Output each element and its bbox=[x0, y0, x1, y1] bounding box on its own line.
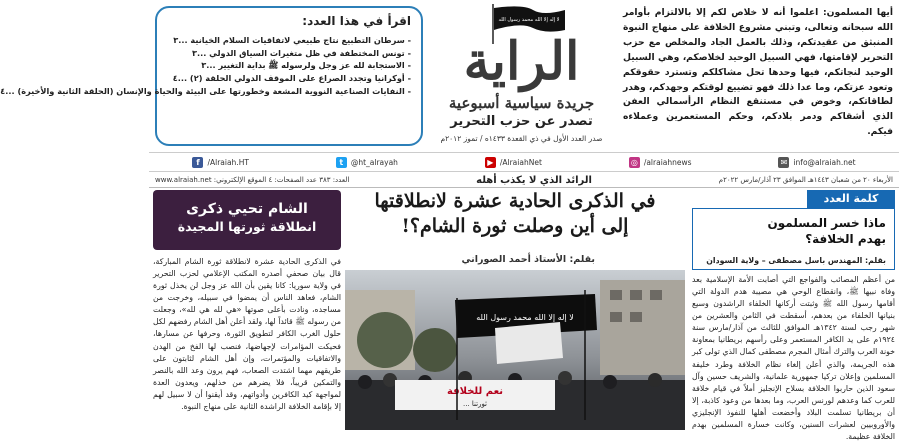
contents-list bbox=[0, 34, 411, 98]
facebook-icon: f bbox=[192, 157, 203, 168]
editorial-author: بقلم: المهندس باسل مصطفى – ولاية السودان bbox=[706, 256, 886, 265]
social-label: /alraiahnews bbox=[643, 157, 692, 167]
masthead-publisher: تصدر عن حزب التحرير bbox=[450, 114, 593, 129]
article-byline: بقلم: الأستاذ أحمد الصوراني bbox=[461, 254, 595, 265]
editorial-title-line2: بهدم الخلافة؟ bbox=[805, 232, 886, 247]
editorial-title-line1: ماذا خسر المسلمون bbox=[767, 216, 886, 230]
photo-sign-text2: ثورتنا ... bbox=[462, 400, 488, 408]
newspaper-masthead[interactable] bbox=[429, 2, 614, 148]
editorial-title-box[interactable] bbox=[692, 208, 895, 270]
protest-photo[interactable] bbox=[345, 270, 685, 430]
masthead-band bbox=[0, 0, 899, 150]
social-label: info@alraiah.net bbox=[793, 157, 856, 167]
intro-paragraph: أيها المسلمون: اعلموا أنه لا خلاص لكم إلا بالالتزام بأوامر الله سبحانه وتعالى، وتبني مشروع الخلافة على منهاج النبوة المنبثق من عقيدتكم، وذلك بالعمل الجاد والمخلص مع حزب التحرير لإقامتها، فهي السبيل الوحيد لخلاصكم، وهي السبيل الوحيد لنجاتكم، فيها وحدها تحل مشاكلكم وتسترد حقوقكم وتعود عزتكم، وما عدا ذلك فهو تضييع لوقتكم وجهدكم، وهدر لطاقاتكم، وخوض في مستنقع النظام الرأسمالي العفن الذي أشقاكم ودمر بلادكم، وحكم المستعمرين وعملاءه فيكم. bbox=[623, 7, 893, 138]
contents-item[interactable]: - الاستجابة لله عز وجل ولرسوله ﷺ بداية التغيير ...٣ bbox=[201, 60, 411, 71]
email-icon: ✉ bbox=[778, 157, 789, 168]
newspaper-motto: الرائد الذي لا يكذب أهله bbox=[476, 174, 592, 186]
editorial-tab: كلمة العدد bbox=[807, 190, 895, 208]
social-facebook[interactable] bbox=[192, 157, 248, 168]
contents-item[interactable]: - تونس المختطفة في ظل متغيرات السياق الدولي ...٣ bbox=[191, 47, 411, 58]
contents-title: اقرأ في هذا العدد: bbox=[302, 14, 411, 28]
flag-text: لا إله إلا الله محمد رسول الله bbox=[498, 17, 560, 23]
social-label: @ht_alrayah bbox=[350, 157, 398, 167]
headline-line2: إلى أين وصلت ثورة الشام؟! bbox=[401, 214, 629, 237]
side-story bbox=[153, 190, 341, 430]
masthead-edition: صدر العدد الأول في ذي القعدة ١٤٣٣ه / تموز ٢٠١٢م bbox=[440, 134, 603, 143]
headline-line1: في الذكرى الحادية عشرة لانطلاقتها bbox=[374, 190, 656, 212]
social-label: /AlraiahNet bbox=[499, 157, 542, 167]
contents-item[interactable]: - سرطان التطبيع نتاج طبيعي لاتفاقيات السلام الخيانية ...٣ bbox=[173, 35, 411, 45]
social-label: /Alraiah.HT bbox=[207, 157, 249, 167]
editorial-column bbox=[692, 190, 895, 442]
photo-banner-text: لا إله إلا الله محمد رسول الله bbox=[476, 313, 574, 322]
twitter-icon: t bbox=[336, 157, 347, 168]
issue-info-bar bbox=[149, 173, 899, 188]
side-story-body: في الذكرى الحادية عشرة لانطلاقة ثورة الشام المباركة، قال بيان صحفي أصدره المكتب الإعلامي لحزب التحرير في ولاية سوريا: كانا يقين بأن الله عز وجل لن يخذل ثورة الشام، فعاهد الناس أن يمضوا في سبيله، وخرجت من مساجده، ونادت بأعلى صوتها «هي لله هي لله»، وجعلت من رسوله ﷺ قائداً لها، ولقد أعلن أهل الشام رفضهم لكل حلول الغرب الكافر لتطويق الثورة، وحرفها عن مسارها، فحيكت المؤامرات لإجهاضها، فنصب لها الفخ من الهدن والاتفاقيات والمؤتمرات، وإن أهل الشام لثابتون على طريقهم مهما اشتدت الصعاب، فهم يرون وعد الله بالنصر والتمكين قريباً، فلا يضرهم من خذلهم، ويعدون العدة لمواجهة كيد الكافرين وأدواتهم، وقد أيقنوا أن لا سبيل لهم إلا بإقامة الخلافة الراشدة الثانية على منهاج النبوة. bbox=[153, 257, 341, 411]
social-email[interactable] bbox=[778, 157, 855, 168]
promo-line1: الشام تحيي ذكرى bbox=[186, 201, 308, 217]
social-youtube[interactable] bbox=[485, 157, 542, 168]
social-links-bar bbox=[149, 152, 899, 172]
youtube-icon: ▶ bbox=[485, 157, 496, 168]
contents-item[interactable]: - النفايات الصناعية النووية المشعة وخطورتها على البيئة والحياة والإنسان (الحلقة الثانية والأخيرة) ...٤ bbox=[0, 85, 411, 96]
social-twitter[interactable] bbox=[336, 157, 398, 168]
issue-contents-box bbox=[0, 6, 423, 146]
masthead-subtitle: جريدة سياسية أسبوعية bbox=[448, 94, 595, 112]
issue-date: الأربعاء ٢٠ من شعبان ١٤٤٣هـ الموافق ٢٣ آذار/مارس ٢٠٢٢م bbox=[718, 176, 893, 184]
photo-sign-text: نعم للخلافة bbox=[447, 386, 503, 397]
contents-item[interactable]: - أوكرانيا وتجدد الصراع على الموقف الدولي الحلقة (٢) ...٤ bbox=[172, 73, 411, 84]
front-page-main bbox=[149, 190, 899, 442]
instagram-icon: ◎ bbox=[629, 157, 640, 168]
photo-scene bbox=[345, 270, 685, 430]
promo-line2: انطلاقة ثورتها المجيدة bbox=[177, 218, 317, 234]
issue-number: العدد: ٣٨٣ عدد الصفحات: ٤ الموقع الإلكتروني: www.alraiah.net bbox=[155, 176, 350, 184]
social-instagram[interactable] bbox=[629, 157, 692, 168]
lead-headline[interactable] bbox=[345, 190, 685, 238]
syria-promo-box[interactable] bbox=[153, 190, 341, 250]
masthead-title: الراية bbox=[463, 31, 580, 92]
editorial-body: من أعظم المصائب والفواجع التي أصابت الأمة الإسلامية بعد وفاة نبيها ﷺ، وانقطاع الوحي هي مصيبة هدم الدولة التي أقامها رسول الله ﷺ وثبتت أركانها الخلفاء الراشدون وسيع بنيانها الخلفاء من بعدهم، أسقطت في الثامن والعشرين من شهر رجب لسنة ١٣٤٢هـ الموافق للثالث من آذار/مارس سنة ١٩٢٤م على يد الكافر المستعمر وعلى رأسهم بريطانيا بمعاونة خونة العرب والترك أمثال المجرم مصطفى كمال الذي تولى كبر هذه الجريمة، والذي أعلن إلغاء نظام الخلافة وطرد خليفة المسلمين وإعلان تركيا جمهورية علمانية، والشريف حسين وآل سعود الذين حاربوا الخلافة بسلاح الإنجليز أملاً في قيام خلافة للعرب كما وعدهم لورنس العرب، وما بعدها من وعود كاذبة، إلا أن بريطانيا تسلمت البلاد وأخضعت أهلها للنفوذ الإنجليزي والأوروبيين لعشرات السنين، وكانت خسارة المسلمين بهدم الخلافة عظيمة. bbox=[692, 275, 895, 442]
